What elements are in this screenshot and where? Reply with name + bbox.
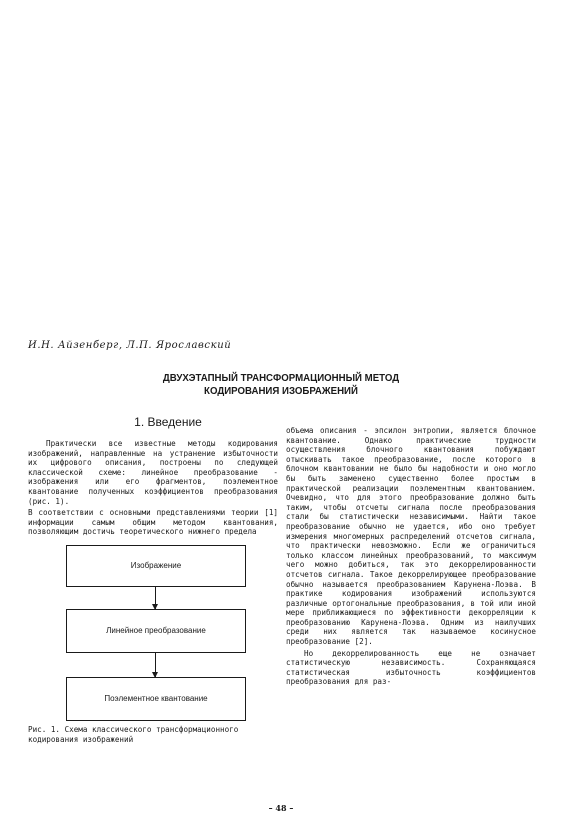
right-paragraph-2: Но декоррелированность еще не означает статистическую независимость. Сохраняющаяся статистическая избыточность коэффициентов преобразования для раз- xyxy=(286,648,536,687)
diagram-arrow-2 xyxy=(155,653,156,677)
diagram-box-image xyxy=(66,545,246,587)
diagram-box-quantization xyxy=(66,677,246,721)
title-line-2: КОДИРОВАНИЯ ИЗОБРАЖЕНИЙ xyxy=(204,385,358,397)
figure-caption: Рис. 1. Схема классического трансформационного кодирования изображений xyxy=(28,724,239,744)
right-column xyxy=(286,426,536,687)
left-paragraph-1: Практически все известные методы кодирования изображений, направленные на устранение избыточности их цифрового описания, построены по следующей классической схеме: линейное преобразование - изображения или его фрагментов, поэлементное квантование полученных коэффициентов преобразования (рис. 1). xyxy=(28,439,278,506)
left-column xyxy=(28,415,278,744)
diagram-arrow-1 xyxy=(155,587,156,609)
diagram-box-transform xyxy=(66,609,246,653)
coding-scheme-diagram xyxy=(28,545,278,721)
left-paragraph-2: В соответствии с основными представлениями теории [1] информации самым общим методом квантования, позволяющим достичь теоретического нижнего предела xyxy=(28,508,278,537)
section-heading: 1. Введение xyxy=(134,415,202,429)
title-line-1: ДВУХЭТАПНЫЙ ТРАНСФОРМАЦИОННЫЙ МЕТОД xyxy=(162,372,400,384)
diagram-box-image-label: Изображение xyxy=(130,560,182,570)
diagram-box-transform-label: Линейное преобразование xyxy=(106,625,206,635)
diagram-box-quantization-label: Поэлементное квантование xyxy=(104,693,208,703)
authors-line: И.Н. Айзенберг, Л.П. Ярославский xyxy=(28,340,232,351)
right-paragraph-1: объема описания - эпсилон энтропии, является блочное квантование. Однако практические трудности осуществления блочного квантования побуждают отыскивать такое преобразование, после которого в блочном квантовании не было бы надобности и оно могло бы быть заменено существенно более простым в практической реализации поэлементным квантованием. Очевидно, что для этого преобразование должно быть таким, чтобы отсчеты сигнала после преобразования стали бы статистически независимыми. Найти такое преобразование обычно не удается, ибо оно требует измерения многомерных распределений отсчетов сигнала, что практически невозможно. Если же ограничиться только классом линейных преобразований, то максимум чего можно добиться, так это декоррелированности отсчетов сигнала. Такое декоррелирующее преобразование обычно называется преобразованием Карунена-Лоэва. В практике кодирования изображений используются различные ортогональные преобразования, в той или иной мере приближающиеся по эффективности декорреляции к преобразованию Карунена-Лоэва. Одним из наилучших среди них является так называемое косинусное преобразование [2]. xyxy=(286,426,536,647)
page-number: – 48 – xyxy=(268,803,294,813)
article-title xyxy=(22,372,539,398)
